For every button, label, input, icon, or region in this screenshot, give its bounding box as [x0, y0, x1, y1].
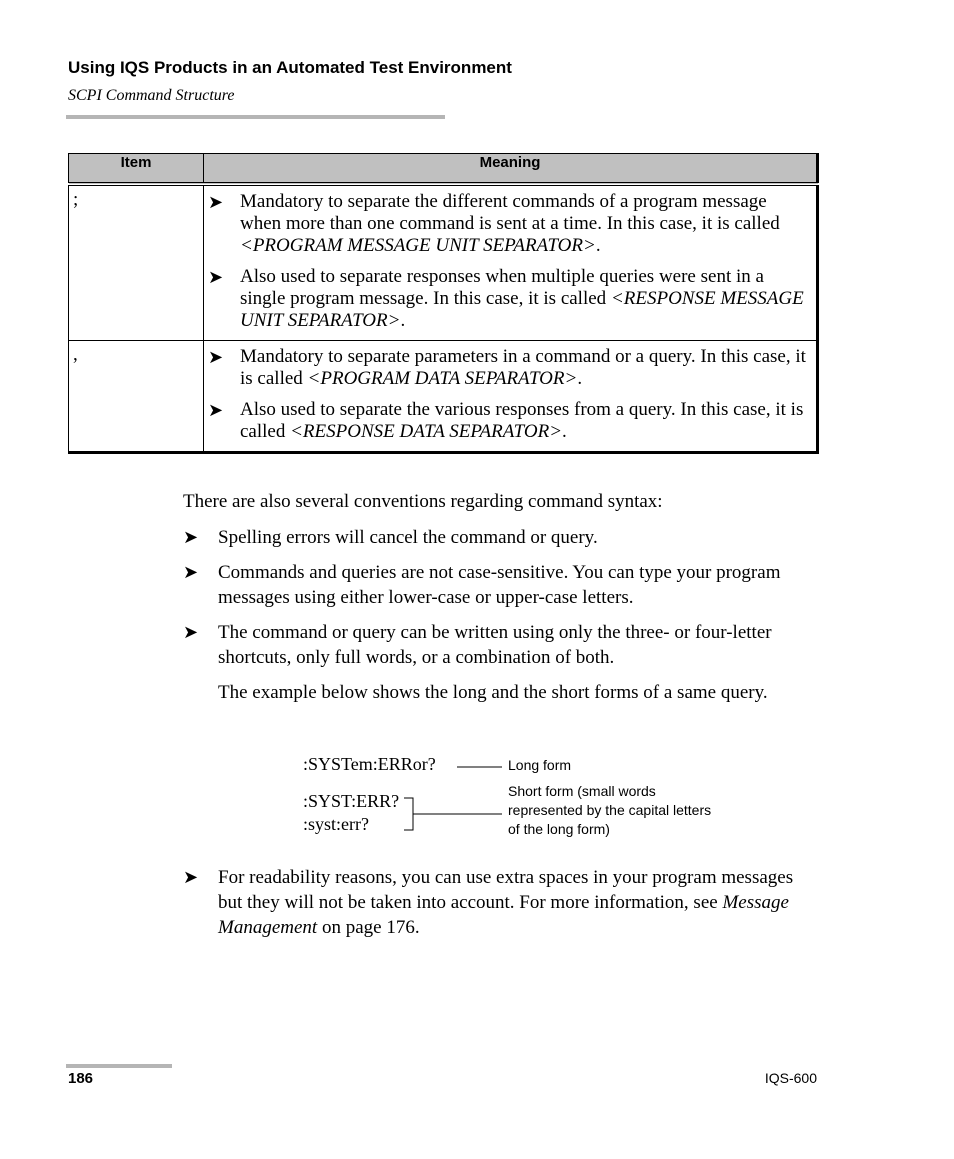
- long-form-command: :SYSTem:ERRor?: [303, 754, 436, 774]
- arrowhead-bullet-icon: ➤: [208, 400, 224, 420]
- arrowhead-bullet-icon: ➤: [183, 622, 199, 642]
- separator-table: [68, 153, 819, 454]
- list-item: ➤ The command or query can be written using only the three- or four-letter shortcuts, only full words, or a combination of both.: [183, 622, 772, 668]
- example-note: The example below shows the long and the short forms of a same query.: [218, 682, 768, 703]
- arrowhead-bullet-icon: ➤: [183, 562, 199, 582]
- table-header-row: [69, 154, 818, 185]
- table-row: [69, 341, 818, 453]
- short-form-label-line: of the long form): [508, 821, 610, 837]
- table-cell-meaning: [204, 184, 818, 341]
- arrowhead-bullet-icon: ➤: [208, 267, 224, 287]
- table-cell-meaning: [204, 341, 818, 453]
- cross-reference-link[interactable]: Message Management: [218, 892, 789, 938]
- table-cell-item: ,: [69, 341, 204, 453]
- arrowhead-bullet-icon: ➤: [208, 347, 224, 367]
- page-header-subtitle: SCPI Command Structure: [68, 87, 235, 104]
- footer-rule: [66, 1064, 172, 1068]
- header-rule: [66, 115, 445, 119]
- column-header-item: Item: [69, 154, 204, 185]
- page-header-title: Using IQS Products in an Automated Test Environment: [68, 58, 512, 77]
- arrowhead-bullet-icon: ➤: [183, 867, 199, 887]
- list-item: ➤ Also used to separate responses when multiple queries were sent in a single program message. In this case, it is called <RESPONSE MESSAGE UNIT SEPARATOR>.: [208, 266, 804, 331]
- intro-paragraph: There are also several conventions regarding command syntax:: [183, 491, 663, 512]
- table-cell-item: ;: [69, 184, 204, 341]
- arrowhead-bullet-icon: ➤: [208, 192, 224, 212]
- list-item: ➤ Mandatory to separate the different commands of a program message when more than one command is sent at a time. In this case, it is called <PROGRAM MESSAGE UNIT SEPARATOR>.: [208, 191, 780, 256]
- arrowhead-bullet-icon: ➤: [183, 527, 199, 547]
- short-form-command-lower: :syst:err?: [303, 814, 369, 834]
- table-row: [69, 184, 818, 341]
- long-form-label: Long form: [508, 757, 572, 773]
- list-item: ➤ For readability reasons, you can use extra spaces in your program messages but they will not be taken into account. For more information, see Message Management on page 176.: [183, 867, 794, 938]
- list-item: ➤ Mandatory to separate parameters in a command or a query. In this case, it is called <PROGRAM DATA SEPARATOR>.: [208, 346, 806, 389]
- short-form-label-line: Short form (small words: [508, 783, 656, 799]
- short-form-label-line: represented by the capital letters: [508, 802, 712, 818]
- short-form-bracket: [404, 798, 413, 830]
- document-id: IQS-600: [764, 1070, 817, 1086]
- list-item: ➤ Spelling errors will cancel the command or query.: [183, 527, 598, 548]
- list-item: ➤ Commands and queries are not case-sensitive. You can type your program messages using either lower-case or upper-case letters.: [183, 562, 781, 608]
- column-header-meaning: Meaning: [204, 154, 818, 185]
- readability-bullet-block: [183, 865, 803, 950]
- list-item: ➤ Also used to separate the various responses from a query. In this case, it is called <RESPONSE DATA SEPARATOR>.: [208, 399, 804, 442]
- short-form-command-upper: :SYST:ERR?: [303, 791, 400, 811]
- page-number: 186: [68, 1070, 94, 1087]
- body-text: [183, 489, 803, 716]
